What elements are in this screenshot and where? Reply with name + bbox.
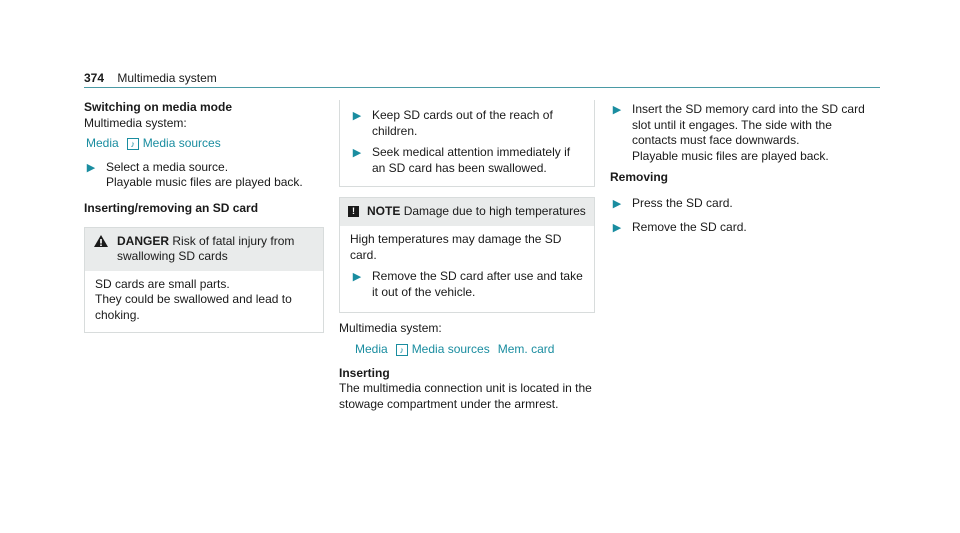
note-title: Damage due to high temperatures — [403, 204, 586, 219]
step-press-card: ▶ Press the SD card. — [610, 196, 870, 212]
heading-inserting-removing: Inserting/removing an SD card — [84, 200, 259, 215]
note-box — [339, 197, 595, 313]
menu-path-2 — [339, 342, 595, 358]
play-arrow-icon: ▶ — [612, 221, 622, 234]
danger-step-keep-away: ▶ Keep SD cards out of the reach of children. — [350, 108, 584, 139]
play-arrow-icon: ▶ — [86, 161, 96, 174]
danger-box-continued — [339, 100, 595, 187]
danger-title: Risk of fatal injury from swallowing SD cards — [117, 233, 295, 264]
step-select-source — [84, 160, 324, 191]
danger-body-2: They could be swallowed and lead to choking. — [95, 292, 292, 322]
step-remove-card: ▶ Remove the SD card. — [610, 220, 870, 236]
path-media-sources[interactable]: ♪ Media sources — [127, 136, 221, 152]
note-label: NOTE — [367, 204, 401, 219]
play-arrow-icon: ▶ — [352, 147, 362, 160]
step-result: Playable music files are played back. — [106, 175, 303, 190]
path-media-sources[interactable]: ♪ Media sources — [396, 342, 490, 358]
danger-header — [85, 228, 323, 271]
system-label: Multimedia system: — [84, 115, 187, 130]
section-title: Multimedia system — [117, 71, 217, 85]
system-label-2: Multimedia system: — [339, 321, 442, 336]
column-1 — [84, 100, 324, 333]
step-text: Select a media source. — [106, 159, 229, 174]
inserting-body: The multimedia connection unit is located in the stowage compartment under the armrest. — [339, 381, 592, 411]
step-insert-card: ▶ Insert the SD memory card into the SD card slot until it engages. The side with the contacts must face downwards. Playable music files are played back. — [610, 102, 870, 164]
danger-label: DANGER — [117, 233, 170, 248]
danger-body-1: SD cards are small parts. — [95, 276, 230, 291]
page-header — [84, 71, 217, 87]
play-arrow-icon: ▶ — [612, 104, 622, 116]
note-header — [340, 198, 594, 226]
heading-switching-media: Switching on media mode — [84, 100, 233, 114]
header-divider — [84, 87, 880, 88]
column-3 — [610, 100, 870, 239]
page-number: 374 — [84, 71, 105, 85]
danger-box — [84, 227, 324, 333]
column-2 — [339, 100, 595, 412]
media-music-icon: ♪ — [127, 138, 139, 150]
play-arrow-icon: ▶ — [612, 197, 622, 210]
path-media[interactable]: Media — [355, 341, 388, 356]
note-exclamation-icon: ! — [348, 206, 359, 217]
danger-step-medical: ▶ Seek medical attention immediately if an SD card has been swallowed. — [350, 145, 584, 176]
play-arrow-icon: ▶ — [352, 110, 362, 122]
play-arrow-icon: ▶ — [352, 271, 362, 284]
note-body: High temperatures may damage the SD card. — [350, 231, 562, 262]
warning-triangle-icon — [93, 234, 109, 248]
note-step: ▶ Remove the SD card after use and take it out of the vehicle. — [350, 269, 584, 300]
media-music-icon: ♪ — [396, 344, 408, 356]
heading-inserting: Inserting — [339, 365, 390, 380]
heading-removing: Removing — [610, 170, 669, 185]
path-mem-card[interactable]: Mem. card — [497, 341, 555, 356]
menu-path — [84, 136, 324, 152]
path-media[interactable]: Media — [86, 136, 119, 151]
